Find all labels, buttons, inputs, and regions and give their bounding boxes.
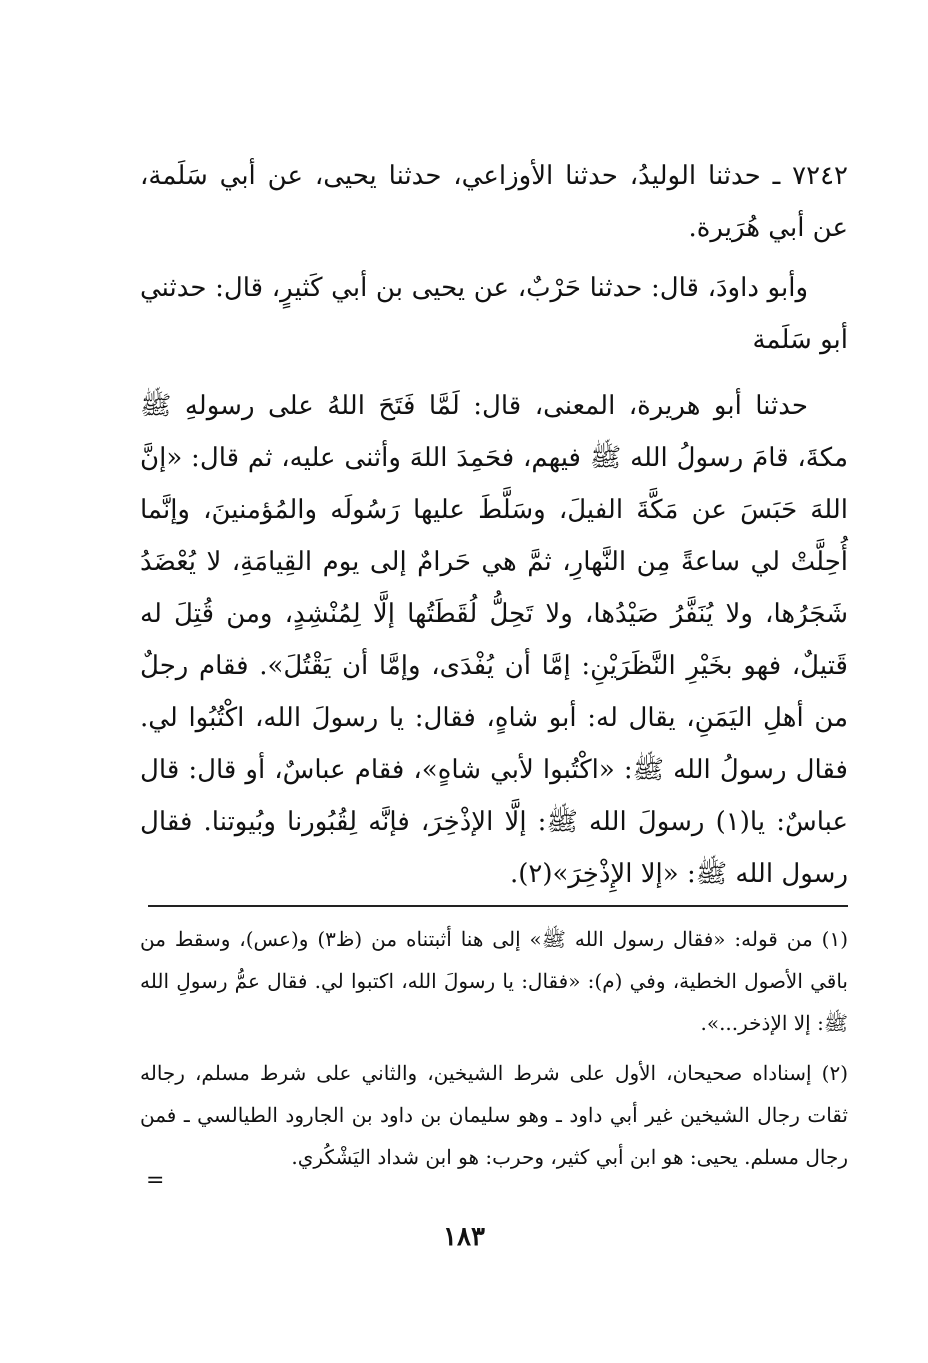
page-number: ١٨٣: [443, 1222, 485, 1252]
footnote-2: (٢) إسناداه صحيحان، الأول على شرط الشيخين، والثاني على شرط مسلم، رجاله ثقات رجال الشيخين غير أبي داود ـ وهو سليمان بن داود بن الجارود الطيالسي ـ فمن رجال مسلم. يحيى: هو ابن أبي كثير، وحرب: هو ابن شداد اليَشْكُري.: [140, 1061, 848, 1169]
continuation-mark: =: [146, 1168, 165, 1193]
hadith-text: حدثنا أبو هريرة، المعنى، قال: لَمَّا فَتَحَ اللهُ على رسولهِ ﷺ مكةَ، قامَ رسولُ الله ﷺ فيهم، فحَمِدَ اللهَ وأثنى عليه، ثم قال: «إنَّ اللهَ حَبَسَ عن مَكَّةَ الفيلَ، وسَلَّطَ عليها رَسُولَه والمُؤمنينَ، وإنَّما أُحِلَّتْ لي ساعةً مِن النَّهارِ، ثمَّ هي حَرامٌ إلى يوم القِيامَةِ، لا يُعْضَدُ شَجَرُها، ولا يُنَفَّرُ صَيْدُها، ولا تَحِلُّ لُقَطَتُها إلَّا لِمُنْشِدٍ، ومن قُتِلَ له قَتيلٌ، فهو بخَيْرِ النَّظَرَيْنِ: إمَّا أن يُفْدَى، وإمَّا أن يَقْتُلَ». فقام رجلٌ من أهلِ اليَمَنِ، يقال له: أبو شاهٍ، فقال: يا رسولَ الله، اكْتُبُوا لي. فقال رسولُ الله ﷺ: «اكْتُبوا لأبي شاهٍ»، فقام عباسٌ، أو قال: قال عباسٌ: يا(١) رسولَ الله ﷺ: إلَّا الإذْخِرَ، فإنَّه لِقُبُورنا وبُيوتنا. فقال رسول الله ﷺ: «إلا الإِذْخِرَ»(٢).: [140, 391, 848, 889]
hadith-body: [140, 150, 848, 900]
footnote-separator: [148, 905, 848, 907]
footnote-1: (١) من قوله: «فقال رسول الله ﷺ» إلى هنا أثبتناه من (ظ٣) و(عس)، وسقط من باقي الأصول الخطية، وفي (م): «فقال: يا رسولَ الله، اكتبوا لي. فقال عمُّ رسولِ الله ﷺ: إلا الإذخر...».: [140, 927, 848, 1035]
hadith-chain-2: وأبو داودَ، قال: حدثنا حَرْبٌ، عن يحيى بن أبي كَثيرٍ، قال: حدثني أبو سَلَمة: [140, 273, 848, 355]
footnotes: [140, 918, 848, 1178]
hadith-chain-1: ٧٢٤٢ ـ حدثنا الوليدُ، حدثنا الأوزاعي، حدثنا يحيى، عن أبي سَلَمة، عن أبي هُرَيرة.: [140, 161, 848, 243]
